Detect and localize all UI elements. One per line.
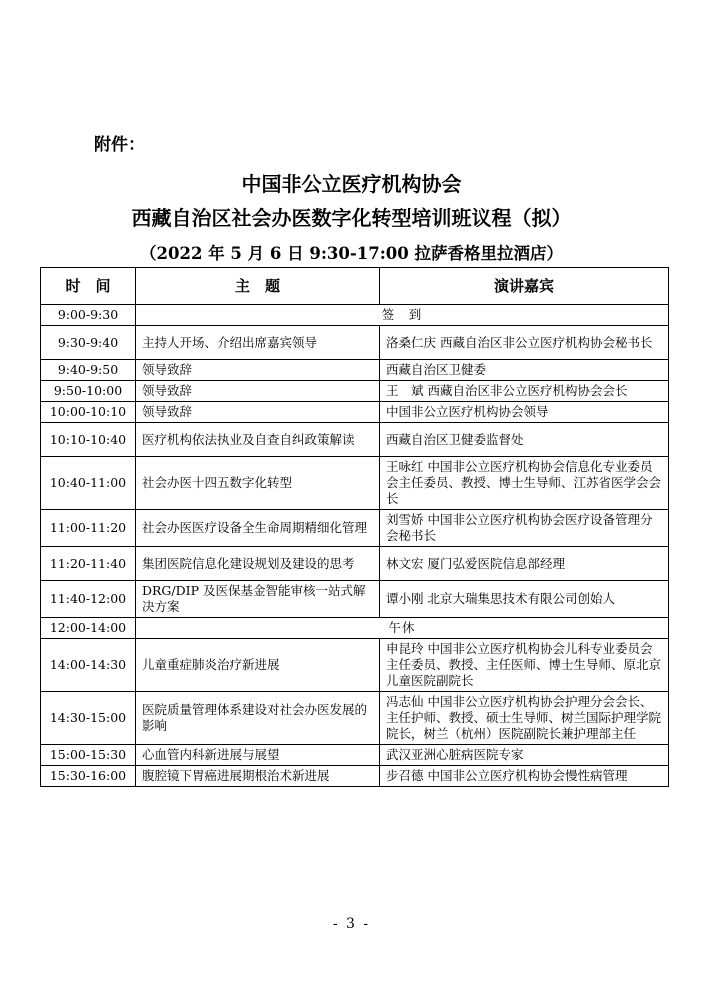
cell-speaker: 中国非公立医疗机构协会领导 [380,402,669,423]
cell-time: 9:30-9:40 [41,326,136,360]
cell-speaker: 西藏自治区卫健委 [380,360,669,381]
cell-time: 10:00-10:10 [41,402,136,423]
cell-time: 10:40-11:00 [41,457,136,510]
cell-time: 9:40-9:50 [41,360,136,381]
cell-speaker: 步召德 中国非公立医疗机构协会慢性病管理 [380,766,669,787]
attachment-label: 附件： [94,135,145,155]
header-topic: 主 题 [136,268,380,305]
cell-time: 12:00-14:00 [41,618,136,639]
cell-time: 11:20-11:40 [41,547,136,581]
cell-topic: 心血管内科新进展与展望 [136,745,380,766]
cell-time: 15:30-16:00 [41,766,136,787]
table-row [41,745,669,766]
org-title: 中国非公立医疗机构协会 [241,172,462,196]
cell-topic: 领导致辞 [136,381,380,402]
page-number: - 3 - [332,916,371,932]
cell-time: 14:30-15:00 [41,692,136,745]
table-row [41,402,669,423]
cell-speaker: 刘雪娇 中国非公立医疗机构协会医疗设备管理分会秘书长 [380,510,669,547]
cell-session-break: 签 到 [136,305,669,326]
table-row [41,305,669,326]
cell-topic: 医疗机构依法执业及自查自纠政策解读 [136,423,380,457]
header-time: 时 间 [41,268,136,305]
cell-topic: 主持人开场、介绍出席嘉宾领导 [136,326,380,360]
table-row [41,326,669,360]
cell-topic: 领导致辞 [136,360,380,381]
event-date-venue: （2022 年 5 月 6 日 9:30-17:00 拉萨香格里拉酒店） [140,244,563,263]
table-row [41,547,669,581]
cell-topic: 社会办医医疗设备全生命周期精细化管理 [136,510,380,547]
table-row [41,381,669,402]
cell-time: 14:00-14:30 [41,639,136,692]
cell-speaker: 王咏红 中国非公立医疗机构协会信息化专业委员会主任委员、教授、博士生导师、江苏省医学会会长 [380,457,669,510]
cell-speaker: 林文宏 厦门弘爱医院信息部经理 [380,547,669,581]
cell-time: 11:00-11:20 [41,510,136,547]
cell-speaker: 王 斌 西藏自治区非公立医疗机构协会会长 [380,381,669,402]
table-row [41,692,669,745]
table-row [41,423,669,457]
table-row [41,510,669,547]
table-row [41,360,669,381]
agenda-body [41,305,669,787]
table-header-row [41,268,669,305]
cell-session-break: 午休 [136,618,669,639]
cell-speaker: 谭小刚 北京大瑞集思技术有限公司创始人 [380,581,669,618]
cell-speaker: 申昆玲 中国非公立医疗机构协会儿科专业委员会主任委员、教授、主任医师、博士生导师、原北京儿童医院副院长 [380,639,669,692]
cell-topic: 儿童重症肺炎治疗新进展 [136,639,380,692]
cell-speaker: 西藏自治区卫健委监督处 [380,423,669,457]
cell-time: 15:00-15:30 [41,745,136,766]
cell-time: 10:10-10:40 [41,423,136,457]
cell-topic: 腹腔镜下胃癌进展期根治术新进展 [136,766,380,787]
cell-topic: 医院质量管理体系建设对社会办医发展的影响 [136,692,380,745]
cell-time: 11:40-12:00 [41,581,136,618]
cell-speaker: 冯志仙 中国非公立医疗机构协会护理分会会长、主任护师、教授、硕士生导师、树兰国际护理学院院长，树兰（杭州）医院副院长兼护理部主任 [380,692,669,745]
agenda-table [40,267,669,787]
cell-topic: 社会办医十四五数字化转型 [136,457,380,510]
cell-topic: DRG/DIP 及医保基金智能审核一站式解决方案 [136,581,380,618]
table-row [41,581,669,618]
header-speaker: 演讲嘉宾 [380,268,669,305]
cell-topic: 领导致辞 [136,402,380,423]
cell-topic: 集团医院信息化建设规划及建设的思考 [136,547,380,581]
cell-time: 9:50-10:00 [41,381,136,402]
cell-time: 9:00-9:30 [41,305,136,326]
table-row [41,639,669,692]
table-row [41,766,669,787]
table-row [41,457,669,510]
event-title: 西藏自治区社会办医数字化转型培训班议程（拟） [131,206,572,230]
table-row [41,618,669,639]
cell-speaker: 洛桑仁庆 西藏自治区非公立医疗机构协会秘书长 [380,326,669,360]
cell-speaker: 武汉亚洲心脏病医院专家 [380,745,669,766]
